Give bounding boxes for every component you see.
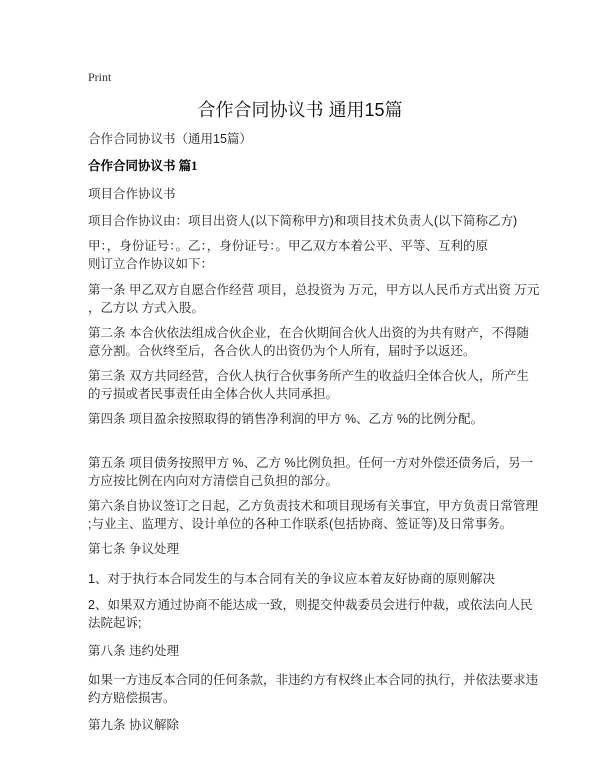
paragraph-line: 项目合作协议由：项目出资人(以下简称甲方)和项目技术负责人(以下简称乙方) <box>88 214 518 228</box>
paragraph <box>88 642 528 660</box>
paragraph-line: 2、如果双方通过协商不能达成一致，则提交仲裁委员会进行仲裁，或依法向人民 <box>88 598 533 612</box>
paragraph-line: 第三条 双方共同经营，合伙人执行合伙事务所产生的收益归全体合伙人，所产生 <box>88 369 529 383</box>
section-heading <box>88 157 528 175</box>
paragraph-line: 第二条 本合伙依法组成合伙企业，在合伙期间合伙人出资的为共有财产，不得随 <box>88 326 529 340</box>
paragraph-line: 第六条自协议签订之日起，乙方负责技术和项目现场有关事宜，甲方负责日常管理 <box>88 499 539 513</box>
paragraph-line: 如果一方违反本合同的任何条款，非违约方有权终止本合同的执行，并依法要求违 <box>88 673 539 687</box>
paragraph-line: 方应按比例在内向对方清偿自己负担的部分。 <box>88 474 339 488</box>
paragraph <box>88 570 528 588</box>
paragraph-line: 第一条 甲乙双方自愿合作经营 项目，总投资为 万元，甲方以人民币方式出资 万元 <box>88 283 540 297</box>
document-title: 合作合同协议书 通用15篇 <box>197 100 403 120</box>
paragraph-line: ，乙方以 方式入股。 <box>88 301 204 315</box>
paragraph-line: 项目合作协议书 <box>88 187 176 201</box>
paragraph <box>88 410 528 428</box>
paragraph-line: 则订立合作协议如下： <box>88 257 214 271</box>
paragraph <box>88 596 533 632</box>
paragraph-line: 合作合同协议书 篇1 <box>88 159 198 173</box>
paragraph <box>88 540 528 558</box>
paragraph-line: 1、对于执行本合同发生的与本合同有关的争议应本着友好协商的原则解决 <box>88 572 495 586</box>
paragraph <box>88 324 528 360</box>
paragraph <box>88 716 528 734</box>
paragraph <box>88 237 528 273</box>
paragraph <box>88 367 528 403</box>
paragraph-line: ;与业主、监理方、设计单位的各种工作联系(包括协商、签证等)及日常事务。 <box>88 517 513 531</box>
paragraph-line: 合作合同协议书（通用15篇） <box>88 132 252 146</box>
paragraph-line: 意分割。合伙终至后，各合伙人的出资仍为个人所有，届时予以返还。 <box>88 344 476 358</box>
paragraph <box>88 497 539 533</box>
paragraph-line: 第八条 违约处理 <box>88 644 179 658</box>
paragraph-line: 第九条 协议解除 <box>88 718 179 732</box>
paragraph-line: 甲：，身份证号：。乙：，身份证号：。甲乙双方本着公平、平等、互利的原 <box>88 239 489 253</box>
paragraph-line: 的亏损或者民事责任由全体合伙人共同承担。 <box>88 387 339 401</box>
paragraph-line: 第四条 项目盈余按照取得的销售净利润的甲方 %、乙方 %的比例分配。 <box>88 412 484 426</box>
print-link[interactable]: Print <box>88 70 112 84</box>
paragraph <box>88 281 540 317</box>
paragraph-line: 第七条 争议处理 <box>88 542 179 556</box>
paragraph <box>88 130 528 148</box>
paragraph-line: 法院起诉; <box>88 616 142 630</box>
paragraph <box>88 185 528 203</box>
paragraph-line: 第五条 项目债务按照甲方 %、乙方 %比例负担。任何一方对外偿还债务后，另一 <box>88 456 534 470</box>
paragraph <box>88 212 528 230</box>
paragraph-line: 约方赔偿损害。 <box>88 691 176 705</box>
paragraph <box>88 671 539 707</box>
paragraph <box>88 454 534 490</box>
